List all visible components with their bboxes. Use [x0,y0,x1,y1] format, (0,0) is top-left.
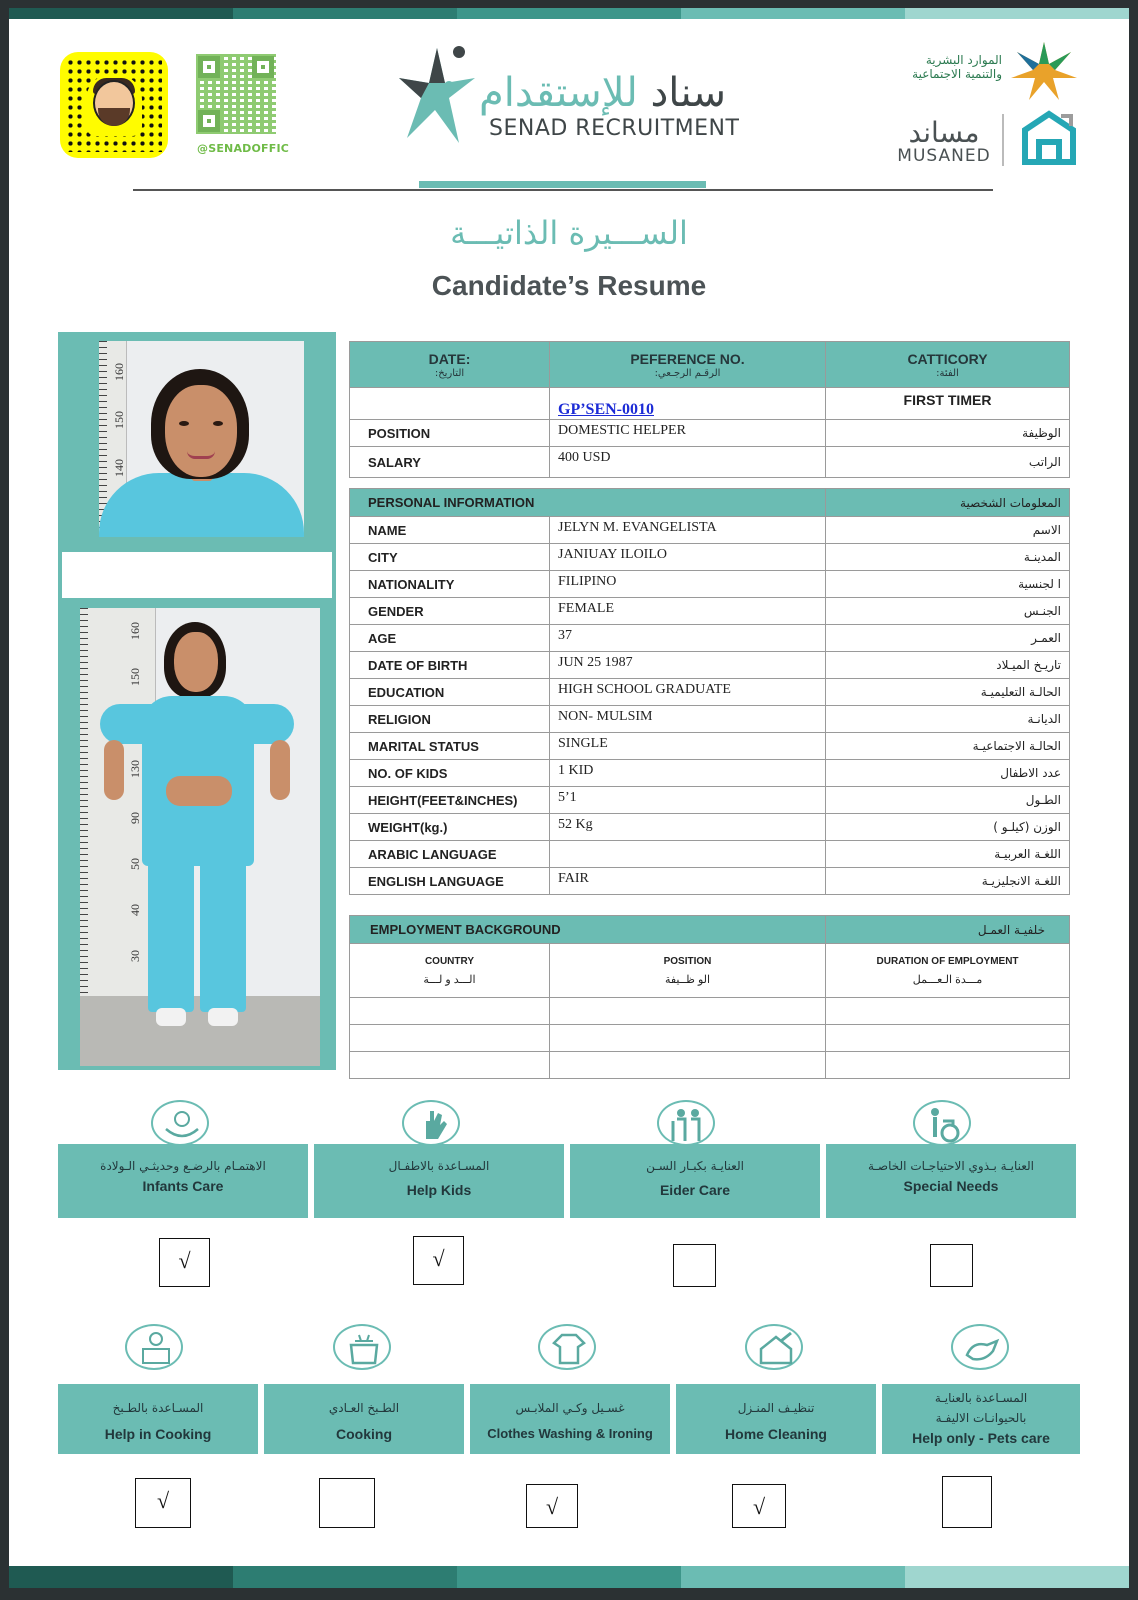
table-row: EDUCATION HIGH SCHOOL GRADUATE الحالـة التعليميـة [350,679,1070,706]
skill-cooking: الطـبخ العـادي Cooking [264,1384,464,1454]
musaned-english-logo: MUSANED [897,146,991,166]
category-header: CATTICORY الفئة: [826,342,1070,388]
skill-help-kids: المسـاعدة بالاطفـال Help Kids [314,1144,564,1218]
table-row: SALARY 400 USD الراتب [350,447,1070,478]
qr-code-icon [196,54,276,134]
senad-arabic-logo: سناد للإستقدام [479,70,727,116]
bottom-stripe [9,1566,1129,1588]
skill-pets-care: المسـاعدة بالعنايـة بالحيوانـات الاليفـة Help only - Pets care [882,1384,1080,1454]
ministry-name-line2: والتنمية الاجتماعية [912,67,1002,81]
table-row: AGE 37 العمـر [350,625,1070,652]
table-row: CITY JANIUAY ILOILO المدينـة [350,544,1070,571]
arabic-title: الســـيرة الذاتيـــة [450,214,688,252]
personal-info-section-header: PERSONAL INFORMATION المعلومات الشخصية [350,489,1070,517]
top-stripe [9,8,1129,19]
clothes-washing-checkbox[interactable]: √ [526,1484,578,1528]
table-row [350,998,1070,1025]
cooking-pot-icon [333,1324,391,1370]
category-value: FIRST TIMER [826,388,1070,420]
duration-column-header: DURATION OF EMPLOYMENT مـــدة الـعـــمل [826,944,1070,998]
table-row: DATE OF BIRTH JUN 25 1987 تاريـخ الميـلاد [350,652,1070,679]
employment-section-header: EMPLOYMENT BACKGROUND خلفيـة العمـل [350,916,1070,944]
chef-icon [125,1324,183,1370]
infants-care-checkbox[interactable]: √ [159,1238,210,1287]
job-info-table [349,341,1070,478]
pets-care-checkbox[interactable] [942,1476,992,1528]
position-column-header: POSITION الو ظــيفة [550,944,826,998]
table-row: ENGLISH LANGUAGE FAIR اللغـة الانجليزيـة [350,868,1070,895]
table-row: HEIGHT(FEET&INCHES) 5’1 الطـول [350,787,1070,814]
table-row: ARABIC LANGUAGE اللغـة العربيـة [350,841,1070,868]
helping-hand-icon [402,1100,460,1146]
table-row: NO. OF KIDS 1 KID عدد الاطفال [350,760,1070,787]
date-value [350,388,550,420]
home-cleaning-checkbox[interactable]: √ [732,1484,786,1528]
snapcode-icon [60,52,168,158]
page-title: Candidate’s Resume [431,270,707,301]
skill-clothes-washing: غسـيل وكـي الملابـس Clothes Washing & Ironing [470,1384,670,1454]
elderly-care-icon [657,1100,715,1146]
logo-divider [1002,114,1004,166]
personal-info-table [349,488,1070,895]
table-row: POSITION DOMESTIC HELPER الوظيفة [350,420,1070,447]
laundry-icon [538,1324,596,1370]
help-kids-checkbox[interactable]: √ [413,1236,464,1285]
cooking-checkbox[interactable] [319,1478,375,1528]
photo-caption-box [62,552,332,598]
ministry-logo-icon [1009,38,1079,104]
house-cleaning-icon [745,1324,803,1370]
reference-number: GP’SEN-0010 [550,388,826,420]
skill-home-cleaning: تنظيـف المنـزل Home Cleaning [676,1384,876,1454]
job-info-values-row [350,388,1070,420]
skill-infants-care: الاهتمـام بالرضـع وحديثـي الـولادة Infants Care [58,1144,308,1218]
wheelchair-icon [913,1100,971,1146]
job-info-header-row [350,342,1070,388]
musaned-house-icon [1019,108,1079,168]
social-handle: @SENADOFFIC [197,142,290,155]
employment-table [349,915,1070,1079]
table-row: GENDER FEMALE الجنـس [350,598,1070,625]
date-header: DATE: التاريخ: [350,342,550,388]
skill-elder-care: العنايـة بكبـار السـن Eider Care [570,1144,820,1218]
elder-care-checkbox[interactable] [673,1244,716,1287]
musaned-arabic-logo: مساند [908,116,980,149]
candidate-full-body-photo: 160 150 130 90 50 40 30 [80,608,320,1066]
senad-star-logo-icon [397,38,477,148]
ministry-name-line1: الموارد البشرية [925,53,1002,67]
candidate-portrait-photo: 160 150 140 [99,341,304,537]
special-needs-checkbox[interactable] [930,1244,973,1287]
table-row [350,1025,1070,1052]
skill-help-in-cooking: المسـاعدة بالطـبخ Help in Cooking [58,1384,258,1454]
table-row: WEIGHT(kg.) 52 Kg الوزن (كيلـو ) [350,814,1070,841]
reference-header: PEFERENCE NO. الرقـم الرجـعي: [550,342,826,388]
baby-care-icon [151,1100,209,1146]
table-row: NATIONALITY FILIPINO ا لجنسية [350,571,1070,598]
table-row: MARITAL STATUS SINGLE الحالـة الاجتماعيـة [350,733,1070,760]
employment-column-headers [350,944,1070,998]
pet-care-icon [951,1324,1009,1370]
header-accent-bar [419,181,706,188]
table-row: RELIGION NON- MULSIM الديانـة [350,706,1070,733]
header-divider [133,189,993,191]
table-row: NAME JELYN M. EVANGELISTA الاسم [350,517,1070,544]
help-in-cooking-checkbox[interactable]: √ [135,1478,191,1528]
senad-english-logo: SENAD RECRUITMENT [489,116,740,141]
table-row [350,1052,1070,1079]
resume-page [9,8,1129,1588]
skill-special-needs: العنايـة بـذوي الاحتياجـات الخاصـة Special Needs [826,1144,1076,1218]
country-column-header: COUNTRY الـــد و لـــة [350,944,550,998]
